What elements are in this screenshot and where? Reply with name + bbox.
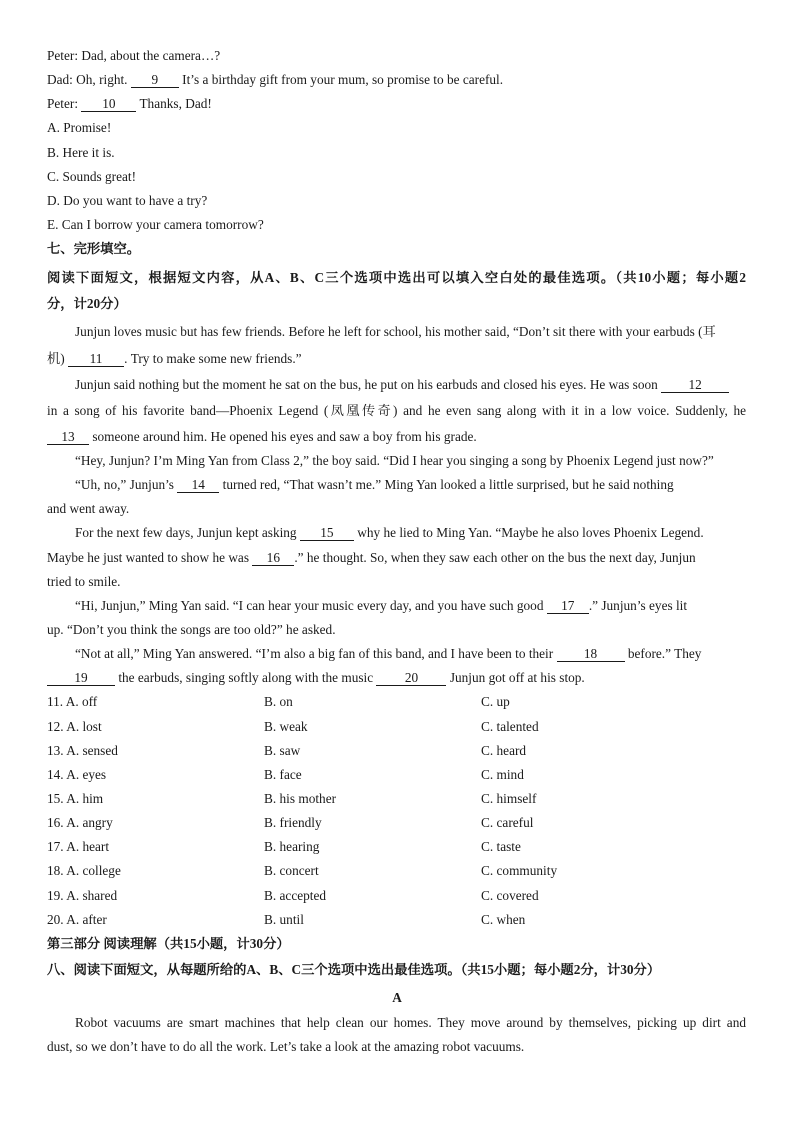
question-14-option-a[interactable]: 14. A. eyes: [47, 767, 107, 782]
question-18-option-a[interactable]: 18. A. college: [47, 863, 121, 878]
text-run: someone around him. He opened his eyes and saw a boy from his grade.: [92, 429, 477, 444]
question-17-option-a[interactable]: 17. A. heart: [47, 839, 110, 854]
dialogue-line-3: [47, 96, 212, 112]
question-20-option-b[interactable]: B. until: [264, 912, 304, 927]
question-11-option-b[interactable]: B. on: [264, 694, 293, 709]
question-12-option-b[interactable]: B. weak: [264, 719, 308, 734]
question-14-option-b[interactable]: B. face: [264, 767, 302, 782]
text-run: Junjun said nothing but the moment he sat on the bus, he put on his earbuds and closed his eyes. He was soon: [75, 377, 658, 392]
question-13-option-a[interactable]: 13. A. sensed: [47, 743, 118, 758]
question-13-option-b[interactable]: B. saw: [264, 743, 301, 758]
question-12-option-a[interactable]: 12. A. lost: [47, 719, 102, 734]
text-run: .” Junjun’s eyes lit: [588, 598, 688, 613]
dialogue-line-3-suffix: Thanks, Dad!: [139, 96, 212, 111]
question-20-option-c[interactable]: C. when: [481, 912, 526, 927]
passage-p7-line-2: [47, 670, 585, 686]
passage-p2-line-3: [47, 429, 477, 445]
text-run: . Try to make some new friends.”: [124, 351, 302, 366]
passage-p4-line-1: [75, 477, 674, 493]
question-15-option-b[interactable]: B. his mother: [264, 791, 337, 806]
dialogue-option-c: C. Sounds great!: [47, 169, 137, 184]
blank-19[interactable]: 19: [47, 671, 115, 686]
question-11-option-a[interactable]: 11. A. off: [47, 694, 98, 709]
dialogue-option-b: B. Here it is.: [47, 145, 115, 160]
passage-p7-line-1: [75, 646, 701, 662]
question-18-option-b[interactable]: B. concert: [264, 863, 319, 878]
question-18-option-c[interactable]: C. community: [481, 863, 558, 878]
question-17-option-c[interactable]: C. taste: [481, 839, 521, 854]
text-run: .” he thought. So, when they saw each other on the bus the next day, Junjun: [294, 550, 696, 565]
passage-a-line-2: dust, so we don’t have to do all the work. Let’s take a look at the amazing robot vacuums.: [47, 1039, 525, 1054]
text-run: the earbuds, singing softly along with the music: [118, 670, 374, 685]
dialogue-line-2-prefix: Dad: Oh, right.: [47, 72, 128, 87]
text-run: Maybe he just wanted to show he was: [47, 550, 249, 565]
dialogue-option-e: E. Can I borrow your camera tomorrow?: [47, 217, 264, 232]
passage-p2-line-2: in a song of his favorite band—Phoenix Legend (凤凰传奇) and he even sang along with it in a low voice. Suddenly, he: [47, 403, 746, 418]
question-17-option-b[interactable]: B. hearing: [264, 839, 320, 854]
blank-17[interactable]: 17: [547, 599, 589, 614]
dialogue-option-a: A. Promise!: [47, 120, 112, 135]
passage-p6-line-1: [75, 598, 687, 614]
text-run: 机): [47, 351, 65, 366]
section-8-instruction: 八、阅读下面短文，从每题所给的A、B、C三个选项中选出最佳选项。（共15小题；每小题2分，计30分）: [47, 962, 661, 977]
question-16-option-a[interactable]: 16. A. angry: [47, 815, 113, 830]
dialogue-option-d: D. Do you want to have a try?: [47, 193, 208, 208]
passage-a-line-1: Robot vacuums are smart machines that help clean our homes. They move around by themselves, picking up dirt and: [75, 1015, 746, 1030]
blank-18[interactable]: 18: [557, 647, 625, 662]
blank-13[interactable]: 13: [47, 430, 89, 445]
text-run: “Uh, no,” Junjun’s: [75, 477, 174, 492]
question-15-option-a[interactable]: 15. A. him: [47, 791, 104, 806]
section-7-instruction-line-2: 分，计20分）: [47, 296, 127, 311]
part-3-heading: 第三部分 阅读理解（共15小题，计30分）: [47, 936, 290, 951]
dialogue-line-2-suffix: It’s a birthday gift from your mum, so promise to be careful.: [182, 72, 504, 87]
blank-20[interactable]: 20: [376, 671, 446, 686]
question-12-option-c[interactable]: C. talented: [481, 719, 539, 734]
passage-p2-line-1: [75, 377, 729, 393]
question-16-option-c[interactable]: C. careful: [481, 815, 534, 830]
section-7-instruction-line-1: 阅读下面短文，根据短文内容，从A、B、C三个选项中选出可以填入空白处的最佳选项。（共10小题；每小题2: [47, 270, 746, 285]
passage-p5-line-3: tried to smile.: [47, 574, 121, 589]
passage-p5-line-2: [47, 550, 696, 566]
question-15-option-c[interactable]: C. himself: [481, 791, 537, 806]
text-run: For the next few days, Junjun kept asking: [75, 525, 297, 540]
passage-a-label: A: [392, 990, 402, 1005]
question-14-option-c[interactable]: C. mind: [481, 767, 524, 782]
question-19-option-a[interactable]: 19. A. shared: [47, 888, 118, 903]
blank-10[interactable]: 10: [81, 97, 136, 112]
blank-16[interactable]: 16: [252, 551, 294, 566]
passage-p3: “Hey, Junjun? I’m Ming Yan from Class 2,” the boy said. “Did I hear you singing a song by Phoenix Legend just now?”: [75, 453, 714, 468]
section-7-heading: 七、完形填空。: [47, 241, 141, 256]
text-run: “Not at all,” Ming Yan answered. “I’m also a big fan of this band, and I have been to their: [75, 646, 554, 661]
text-run: before.” They: [627, 646, 702, 661]
passage-p5-line-1: [75, 525, 704, 541]
question-20-option-a[interactable]: 20. A. after: [47, 912, 107, 927]
blank-11[interactable]: 11: [68, 352, 124, 367]
blank-9[interactable]: 9: [131, 73, 179, 88]
text-run: turned red, “That wasn’t me.” Ming Yan looked a little surprised, but he said nothing: [222, 477, 674, 492]
text-run: “Hi, Junjun,” Ming Yan said. “I can hear your music every day, and you have such good: [75, 598, 544, 613]
passage-p4-line-2: and went away.: [47, 501, 130, 516]
dialogue-line-2: [47, 72, 503, 88]
blank-12[interactable]: 12: [661, 378, 729, 393]
blank-14[interactable]: 14: [177, 478, 219, 493]
question-13-option-c[interactable]: C. heard: [481, 743, 527, 758]
question-19-option-b[interactable]: B. accepted: [264, 888, 327, 903]
passage-p1-line-1: Junjun loves music but has few friends. Before he left for school, his mother said, “Don’t sit there with your earbuds (耳: [75, 324, 716, 339]
dialogue-line-1: Peter: Dad, about the camera…?: [47, 48, 221, 63]
dialogue-line-3-prefix: Peter:: [47, 96, 79, 111]
question-11-option-c[interactable]: C. up: [481, 694, 510, 709]
text-run: Junjun got off at his stop.: [449, 670, 585, 685]
question-16-option-b[interactable]: B. friendly: [264, 815, 322, 830]
passage-p6-line-2: up. “Don’t you think the songs are too old?” he asked.: [47, 622, 336, 637]
blank-15[interactable]: 15: [300, 526, 354, 541]
passage-p1-line-2: [47, 351, 302, 367]
question-19-option-c[interactable]: C. covered: [481, 888, 539, 903]
text-run: why he lied to Ming Yan. “Maybe he also loves Phoenix Legend.: [357, 525, 704, 540]
